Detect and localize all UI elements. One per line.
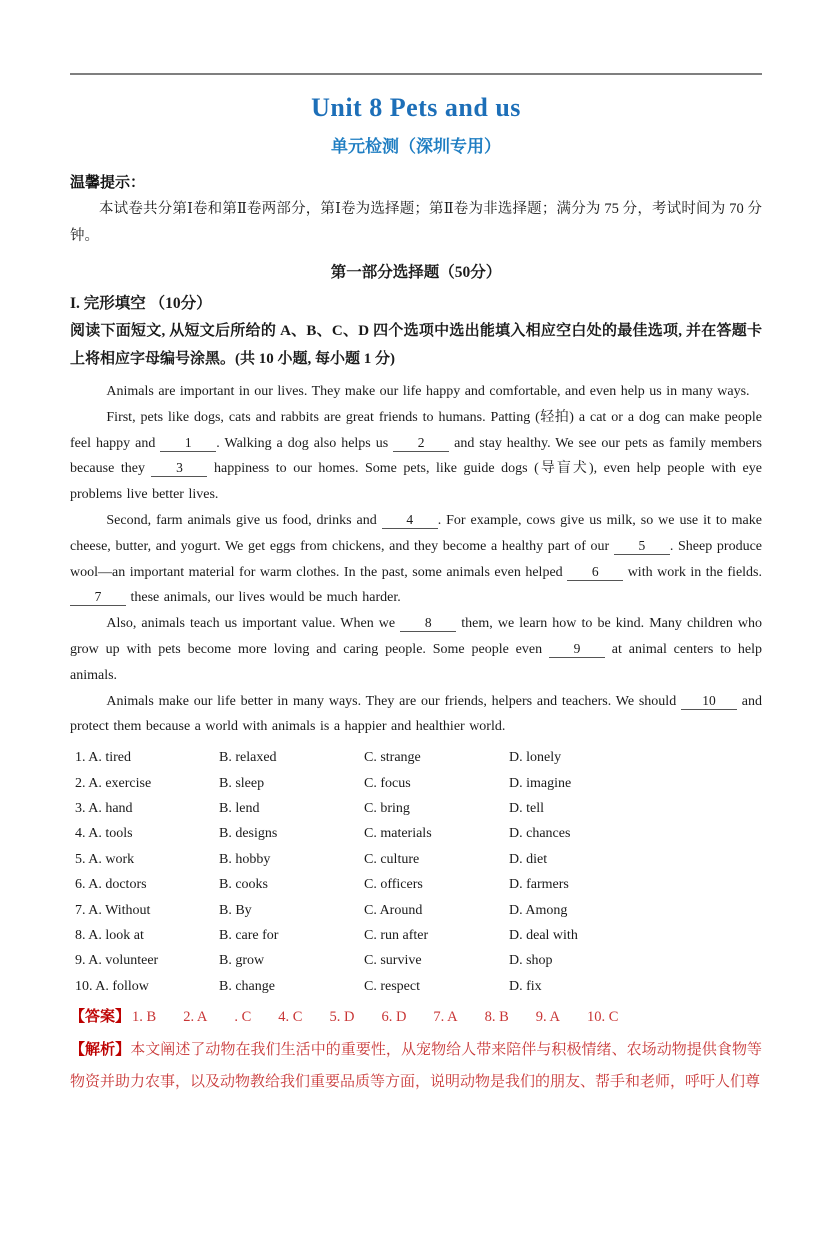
cloze-blank: 3	[151, 460, 207, 477]
answer-item: 7. A	[433, 1009, 458, 1026]
option-cell: B. sleep	[219, 775, 265, 791]
passage-paragraph: First, pets like dogs, cats and rabbits are great friends to humans. Patting (轻拍) a cat or a dog can make people feel happy and 1 . Walking a dog also helps us 2 and stay healthy. We see our pets as family members because they 3 happiness to our homes. Some pets, like guide dogs (导盲犬), even help people with eye problems live better lives.	[70, 409, 762, 503]
cloze-blank: 7	[70, 589, 126, 606]
question-row	[70, 796, 762, 821]
option-cell: C. respect	[364, 978, 420, 994]
option-cell: 8. A. look at	[75, 928, 144, 943]
option-cell: C. survive	[364, 953, 422, 969]
header-separator-rule	[70, 73, 762, 75]
cloze-blank: 9	[549, 641, 605, 658]
notice-text: 本试卷共分第Ⅰ卷和第Ⅱ卷两部分，第Ⅰ卷为选择题；第Ⅱ卷为非选择题；满分为 75 分，考试时间为 70 分钟。	[70, 201, 762, 244]
cloze-blank: 10	[681, 693, 737, 710]
answer-item: 8. B	[484, 1009, 509, 1026]
option-cell: C. strange	[364, 750, 421, 766]
question-row	[70, 923, 762, 948]
question-row	[70, 872, 762, 897]
analysis-body: 本文阐述了动物在我们生活中的重要性，从宠物给人带来陪伴与积极情绪、农场动物提供食物等物资并助力农事，以及动物教给我们重要品质等方面，说明动物是我们的朋友、帮手和老师，呼吁人们尊	[70, 1042, 762, 1091]
question-row	[70, 847, 762, 872]
option-cell: 1. A. tired	[75, 750, 131, 766]
analysis-text	[70, 1034, 762, 1098]
option-cell: B. hobby	[219, 851, 271, 867]
instructions-text: 阅读下面短文, 从短文后所给的 A、B、C、D 四个选项中选出能填入相应空白处的最佳选项, 并在答题卡上将相应字母编号涂黑。(共 10 小题, 每小题 1 分)	[70, 323, 762, 367]
option-cell: D. deal with	[509, 928, 578, 943]
answer-items	[132, 1004, 618, 1030]
section-heading: 第一部分选择题（50分）	[330, 264, 502, 281]
answer-item: 1. B	[132, 1009, 157, 1026]
option-cell: 4. A. tools	[75, 826, 133, 842]
options-table	[70, 745, 762, 999]
option-cell: B. By	[219, 902, 252, 918]
option-cell: C. bring	[364, 800, 410, 816]
answer-item: 6. D	[381, 1009, 407, 1026]
option-cell: D. lonely	[509, 750, 562, 766]
option-cell: 6. A. doctors	[75, 877, 147, 893]
option-cell: C. Around	[364, 902, 423, 918]
option-cell: D. Among	[509, 902, 568, 918]
passage-paragraph: Also, animals teach us important value. When we 8 them, we learn how to be kind. Many children who grow up with pets become more loving and caring people. Some people even 9 at animal centers to help animals.	[70, 615, 763, 683]
question-row	[70, 771, 762, 796]
option-cell: B. care for	[219, 928, 279, 943]
option-cell: B. lend	[219, 800, 260, 816]
passage-paragraph: Animals make our life better in many ways. They are our friends, helpers and teachers. We should 10 and protect them because a world with animals is a happier and healthier world.	[70, 692, 762, 735]
cloze-blank: 1	[160, 435, 216, 452]
page-subtitle: 单元检测（深圳专用）	[331, 137, 501, 156]
option-cell: D. farmers	[509, 877, 569, 893]
answer-item: 9. A	[535, 1009, 560, 1026]
answer-item: 2. A	[183, 1009, 208, 1026]
passage	[70, 379, 762, 740]
option-cell: B. change	[219, 978, 275, 994]
option-cell: C. focus	[364, 775, 411, 791]
option-cell: 7. A. Without	[75, 902, 151, 918]
answer-item: 4. C	[278, 1009, 303, 1026]
passage-paragraph: Second, farm animals give us food, drinks and 4 . For example, cows give us milk, so we use it to make cheese, butter, and yogurt. We get eggs from chickens, and they become a healthy part of our 5 . Sheep produce wool—an important material for warm clothes. In the past, some animals even helped 6 with work in the fields. 7 these animals, our lives would be much harder.	[70, 511, 763, 606]
notice-label: 温馨提示：	[70, 175, 146, 191]
question-row	[70, 821, 762, 846]
question-row	[70, 745, 762, 770]
cloze-blank: 5	[614, 538, 670, 555]
passage-paragraph: Animals are important in our lives. They make our life happy and comfortable, and even help us in many ways.	[106, 384, 750, 399]
cloze-blank: 8	[400, 615, 456, 632]
cloze-blank: 2	[393, 435, 449, 452]
option-cell: 5. A. work	[75, 851, 135, 867]
option-cell: 3. A. hand	[75, 800, 133, 816]
answer-label: 【答案】	[70, 1009, 131, 1026]
cloze-blank: 4	[382, 512, 438, 529]
page-title: Unit 8 Pets and us	[311, 93, 521, 122]
answer-item: 5. D	[329, 1009, 355, 1026]
question-row	[70, 948, 762, 973]
question-row	[70, 898, 762, 923]
option-cell: B. relaxed	[219, 750, 277, 766]
option-cell: 2. A. exercise	[75, 775, 152, 791]
option-cell: 9. A. volunteer	[75, 953, 159, 969]
option-cell: C. run after	[364, 928, 429, 943]
option-cell: B. designs	[219, 826, 278, 842]
option-cell: C. culture	[364, 851, 420, 867]
question-row	[70, 974, 762, 999]
answer-item: . C	[234, 1009, 252, 1026]
option-cell: B. cooks	[219, 877, 268, 893]
option-cell: 10. A. follow	[75, 978, 149, 994]
option-cell: B. grow	[219, 953, 265, 969]
option-cell: C. materials	[364, 826, 432, 842]
option-cell: D. imagine	[509, 775, 572, 791]
answer-line	[70, 1004, 762, 1030]
option-cell: D. shop	[509, 953, 553, 969]
option-cell: D. fix	[509, 978, 542, 994]
option-cell: D. tell	[509, 800, 544, 816]
part-heading: I. 完形填空 （10分）	[70, 295, 212, 312]
option-cell: C. officers	[364, 877, 423, 893]
cloze-blank: 6	[567, 564, 623, 581]
analysis-label: 【解析】	[70, 1042, 131, 1059]
option-cell: D. diet	[509, 851, 548, 867]
document-page	[0, 73, 827, 1242]
answer-item: 10. C	[586, 1009, 619, 1026]
option-cell: D. chances	[509, 826, 571, 842]
